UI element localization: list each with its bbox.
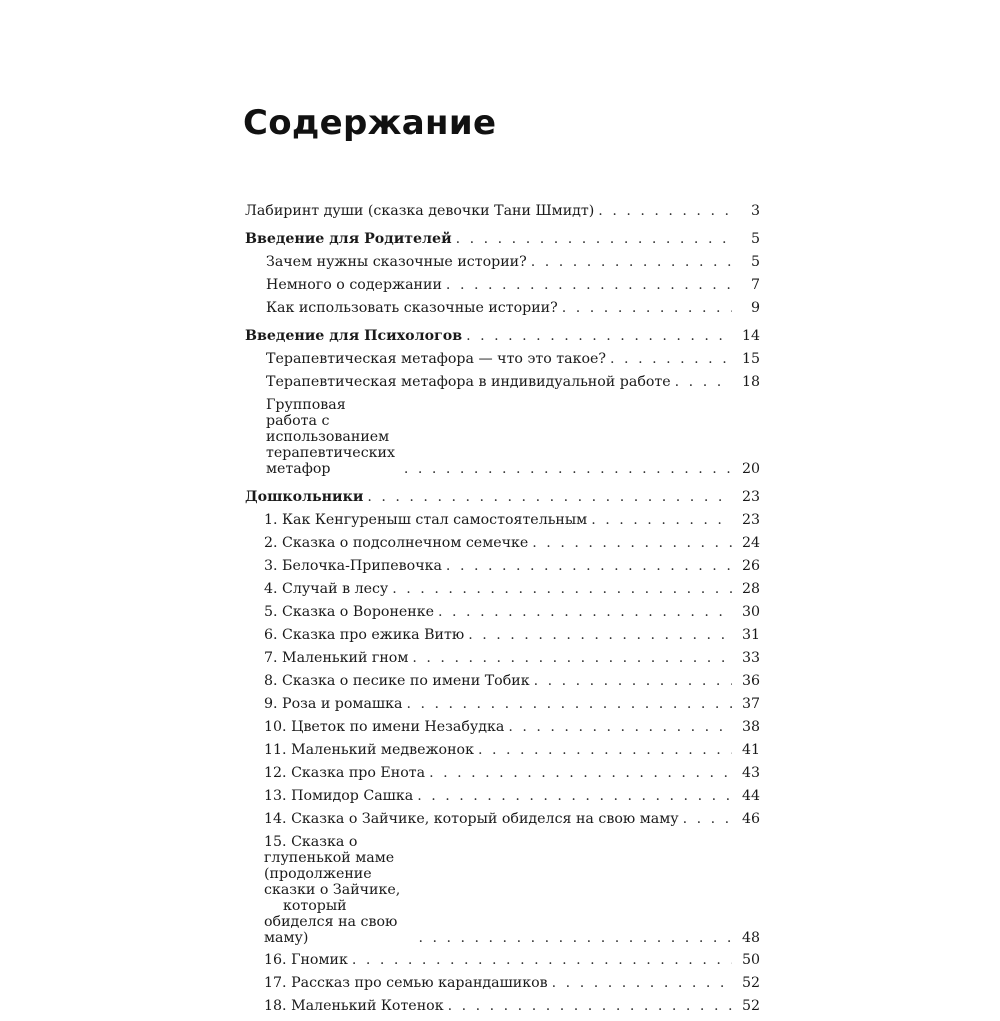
toc-page-number: 30 [741, 604, 760, 620]
toc-page-number: 9 [750, 300, 760, 316]
toc-page-number: 52 [741, 975, 760, 991]
toc-page-number: 28 [741, 581, 760, 597]
toc-entry-label: Как использовать сказочные истории? [266, 300, 558, 316]
toc-entry-label: 2. Сказка о подсолнечном семечке [264, 535, 529, 551]
toc-leader-dots [534, 673, 732, 689]
toc-leader-dots [531, 254, 732, 270]
toc-entry-label: Зачем нужны сказочные истории? [266, 254, 527, 270]
toc-leader-dots [598, 203, 732, 219]
toc-page-number: 36 [741, 673, 760, 689]
toc-entry-label: 8. Сказка о песике по имени Тобик [264, 673, 530, 689]
toc-entry[interactable] [245, 673, 760, 689]
toc-leader-dots [446, 558, 732, 574]
toc-page-number: 52 [741, 998, 760, 1014]
toc-leader-dots [417, 788, 732, 804]
toc-entry[interactable] [245, 765, 760, 781]
toc-page-number: 23 [741, 512, 760, 528]
toc-leader-dots [392, 581, 732, 597]
toc-leader-dots [532, 535, 732, 551]
toc-entry-label-line: метафор [266, 461, 331, 477]
toc-leader-dots [418, 930, 732, 946]
toc-leader-dots [448, 998, 732, 1014]
toc-page-number: 33 [741, 650, 760, 666]
toc-leader-dots [610, 351, 732, 367]
toc-entry-label: 11. Маленький медвежонок [264, 742, 474, 758]
toc-page-number: 26 [741, 558, 760, 574]
toc-entry[interactable] [245, 374, 760, 390]
toc-entry[interactable] [245, 788, 760, 804]
toc-entry-label: Введение для Родителей [245, 231, 452, 247]
toc-leader-dots [456, 231, 732, 247]
toc-page-number: 7 [750, 277, 760, 293]
toc-entry[interactable] [245, 558, 760, 574]
toc-entry[interactable] [245, 535, 760, 551]
toc-page-number: 5 [750, 231, 760, 247]
toc-entry[interactable] [245, 397, 760, 477]
toc-leader-dots [508, 719, 732, 735]
toc-leader-dots [478, 742, 732, 758]
toc-page-number: 15 [741, 351, 760, 367]
toc-leader-dots [683, 811, 732, 827]
toc-page-number: 20 [741, 461, 760, 477]
toc-leader-dots [406, 696, 732, 712]
toc-entry[interactable] [245, 277, 760, 293]
toc-entry[interactable] [245, 300, 760, 316]
toc-entry-label: 1. Как Кенгуреныш стал самостоятельным [264, 512, 588, 528]
toc-entry-label-line: 15. Сказка о глупенькой маме (продолжение сказки о Зайчике, [264, 834, 401, 898]
toc-entry[interactable] [245, 203, 760, 219]
toc-page-number: 23 [741, 489, 760, 505]
toc-page-number: 41 [741, 742, 760, 758]
toc-entry[interactable] [245, 581, 760, 597]
toc-entry-label: Терапевтическая метафора — что это такое? [266, 351, 607, 367]
toc-leader-dots [591, 512, 732, 528]
toc-entry-label: 18. Маленький Котенок [264, 998, 444, 1014]
toc-entry[interactable] [245, 650, 760, 666]
toc-entry[interactable] [245, 742, 760, 758]
toc-entry-label: 12. Сказка про Енота [264, 765, 426, 781]
toc-leader-dots [429, 765, 732, 781]
toc-page-number: 50 [741, 952, 760, 968]
toc-leader-dots [352, 952, 732, 968]
toc-leader-dots [446, 277, 732, 293]
toc-entry-label: 9. Роза и ромашка [264, 696, 403, 712]
toc-section-heading[interactable] [245, 328, 760, 344]
toc-entry-label: 6. Сказка про ежика Витю [264, 627, 465, 643]
toc-page-number: 44 [741, 788, 760, 804]
toc-entry-label: 14. Сказка о Зайчике, который обиделся на свою маму [264, 811, 679, 827]
toc-section-heading[interactable] [245, 489, 760, 505]
toc-page-number: 48 [741, 930, 760, 946]
toc-page-number: 37 [741, 696, 760, 712]
toc-entry-label: 7. Маленький гном [264, 650, 409, 666]
toc-entry-label: Введение для Психологов [245, 328, 463, 344]
toc-page-number: 38 [741, 719, 760, 735]
toc-leader-dots [562, 300, 732, 316]
toc-entry-label: 3. Белочка-Припевочка [264, 558, 442, 574]
toc-leader-dots [412, 650, 732, 666]
toc-page-number: 31 [741, 627, 760, 643]
toc-page-number: 43 [741, 765, 760, 781]
toc-entry-label-line: Групповая работа с использованием терапевтических [266, 397, 395, 461]
toc-entry[interactable] [245, 834, 760, 946]
toc-entry[interactable] [245, 811, 760, 827]
toc-entry[interactable] [245, 512, 760, 528]
toc-entry-label [266, 397, 400, 477]
toc-entry-label-line: который обиделся на свою маму) [264, 898, 398, 946]
toc-entry[interactable] [245, 604, 760, 620]
toc-leader-dots [438, 604, 732, 620]
toc-page-number: 24 [741, 535, 760, 551]
toc-page-number: 46 [741, 811, 760, 827]
toc-entry-label: 4. Случай в лесу [264, 581, 389, 597]
toc-entry-label: 16. Гномик [264, 952, 348, 968]
toc-leader-dots [468, 627, 732, 643]
page-title: Содержание [243, 103, 497, 143]
table-of-contents [245, 203, 760, 1021]
toc-entry[interactable] [245, 254, 760, 270]
toc-entry-label: 13. Помидор Сашка [264, 788, 414, 804]
toc-entry[interactable] [245, 998, 760, 1014]
toc-entry-label: Терапевтическая метафора в индивидуальной работе [266, 374, 671, 390]
toc-entry[interactable] [245, 351, 760, 367]
toc-entry-label: 5. Сказка о Вороненке [264, 604, 435, 620]
toc-page-number: 5 [750, 254, 760, 270]
toc-entry-label: Дошкольники [245, 489, 364, 505]
toc-leader-dots [466, 328, 732, 344]
toc-leader-dots [404, 461, 732, 477]
toc-page-number: 18 [741, 374, 760, 390]
toc-entry-label [264, 834, 414, 946]
toc-page-number: 14 [741, 328, 760, 344]
toc-entry[interactable] [245, 719, 760, 735]
toc-entry[interactable] [245, 696, 760, 712]
toc-entry-label: Немного о содержании [266, 277, 442, 293]
toc-entry[interactable] [245, 975, 760, 991]
toc-entry[interactable] [245, 952, 760, 968]
toc-entry-label: 10. Цветок по имени Незабудка [264, 719, 505, 735]
toc-entry-label: Лабиринт души (сказка девочки Тани Шмидт) [245, 203, 595, 219]
toc-entry[interactable] [245, 627, 760, 643]
toc-leader-dots [552, 975, 732, 991]
toc-leader-dots [675, 374, 732, 390]
toc-section-heading[interactable] [245, 231, 760, 247]
toc-page-number: 3 [750, 203, 760, 219]
toc-leader-dots [367, 489, 732, 505]
toc-entry-label: 17. Рассказ про семью карандашиков [264, 975, 548, 991]
